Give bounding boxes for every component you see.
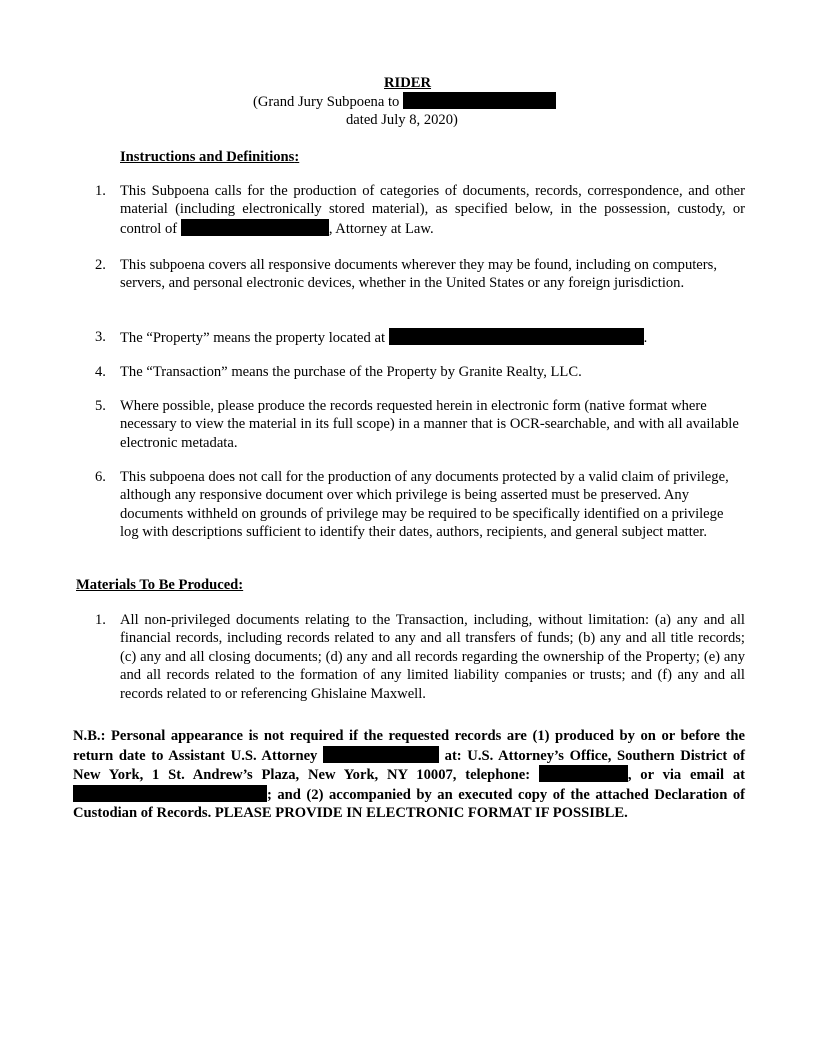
redaction-box bbox=[389, 328, 644, 345]
list-item bbox=[95, 182, 745, 238]
subpoena-recipient-line bbox=[253, 92, 556, 111]
item-number: 1. bbox=[95, 612, 106, 628]
subpoena-date-line: dated July 8, 2020) bbox=[346, 112, 458, 128]
nb-text-3: , or via email at bbox=[627, 767, 745, 784]
nb-text-1: N.B.: Personal appearance is not required if the requested records are (1) produced by on or before the return date to Assistant U.S. Attorney bbox=[73, 728, 745, 764]
instructions-heading-text: Instructions and Definitions bbox=[120, 149, 295, 165]
item-text-before: The “Property” means the property located at bbox=[120, 330, 386, 346]
nb-notice bbox=[73, 727, 745, 823]
item-number: 4. bbox=[95, 364, 106, 380]
item-text: All non-privileged documents relating to the Transaction, including, without limitation: (a) any and all financial records, including records related to any and all transfers of funds; (b) any and all title records; (c) any and all closing documents; (d) any and all records regarding the ownership of the Property; (e) any and all records related to the formation of any limited liability companies or trusts; and (f) any and all records related to or referencing Ghislaine Maxwell. bbox=[120, 612, 745, 702]
redaction-box bbox=[323, 746, 439, 763]
item-text: This subpoena does not call for the production of any documents protected by a valid claim of privilege, although any responsive document over which privilege is being asserted must be preserved. Any documents withheld on grounds of privilege may be required to be specifically identified on a privilege log with descriptions sufficient to identify their dates, authors, recipients, and general subject matter. bbox=[120, 469, 729, 541]
instructions-heading bbox=[120, 148, 299, 166]
list-item bbox=[95, 256, 745, 293]
item-number: 1. bbox=[95, 183, 106, 199]
item-text: The “Transaction” means the purchase of the Property by Granite Realty, LLC. bbox=[120, 364, 582, 380]
item-text: This subpoena covers all responsive documents wherever they may be found, including on computers, servers, and personal electronic devices, whether in the United States or any foreign jurisdiction. bbox=[120, 257, 717, 292]
item-number: 2. bbox=[95, 257, 106, 273]
item-text-before: This Subpoena calls for the production of categories of documents, records, correspondence, and other material (including electronically stored material), as specified below, in the possession, custody, or control of bbox=[120, 183, 745, 237]
item-number: 6. bbox=[95, 469, 106, 485]
rider-title: RIDER bbox=[384, 75, 432, 91]
item-text-after: , Attorney at Law. bbox=[328, 220, 434, 237]
list-item bbox=[95, 397, 745, 452]
item-text bbox=[120, 328, 745, 347]
nb-text-4: ; and (2) accompanied by an executed copy of the attached Declaration of Custodian of Records. PLEASE PROVIDE IN ELECTRONIC FORMAT IF POSSIBLE. bbox=[73, 786, 745, 822]
item-number: 5. bbox=[95, 398, 106, 414]
list-item bbox=[95, 363, 745, 381]
item-text bbox=[120, 182, 745, 238]
list-item bbox=[95, 468, 745, 542]
materials-heading: Materials To Be Produced: bbox=[76, 577, 244, 593]
item-number: 3. bbox=[95, 329, 106, 345]
item-text-after: . bbox=[643, 330, 648, 346]
list-item bbox=[95, 611, 745, 703]
nb-text-2: at: U.S. Attorney’s Office, Southern District of New York, 1 St. Andrew’s Plaza, New York, NY 10007, telephone: bbox=[73, 747, 745, 784]
list-item bbox=[95, 328, 745, 347]
redaction-box bbox=[73, 785, 267, 802]
redaction-box bbox=[181, 219, 329, 236]
redaction-box bbox=[539, 765, 628, 782]
instructions-heading-colon: : bbox=[294, 149, 300, 165]
item-text: Where possible, please produce the records requested herein in electronic form (native format where necessary to view the material in its full scope) in a manner that is OCR-searchable, and with all available electronic metadata. bbox=[120, 398, 739, 451]
subpoena-prefix: (Grand Jury Subpoena to bbox=[253, 94, 400, 110]
redaction-box bbox=[403, 92, 556, 109]
